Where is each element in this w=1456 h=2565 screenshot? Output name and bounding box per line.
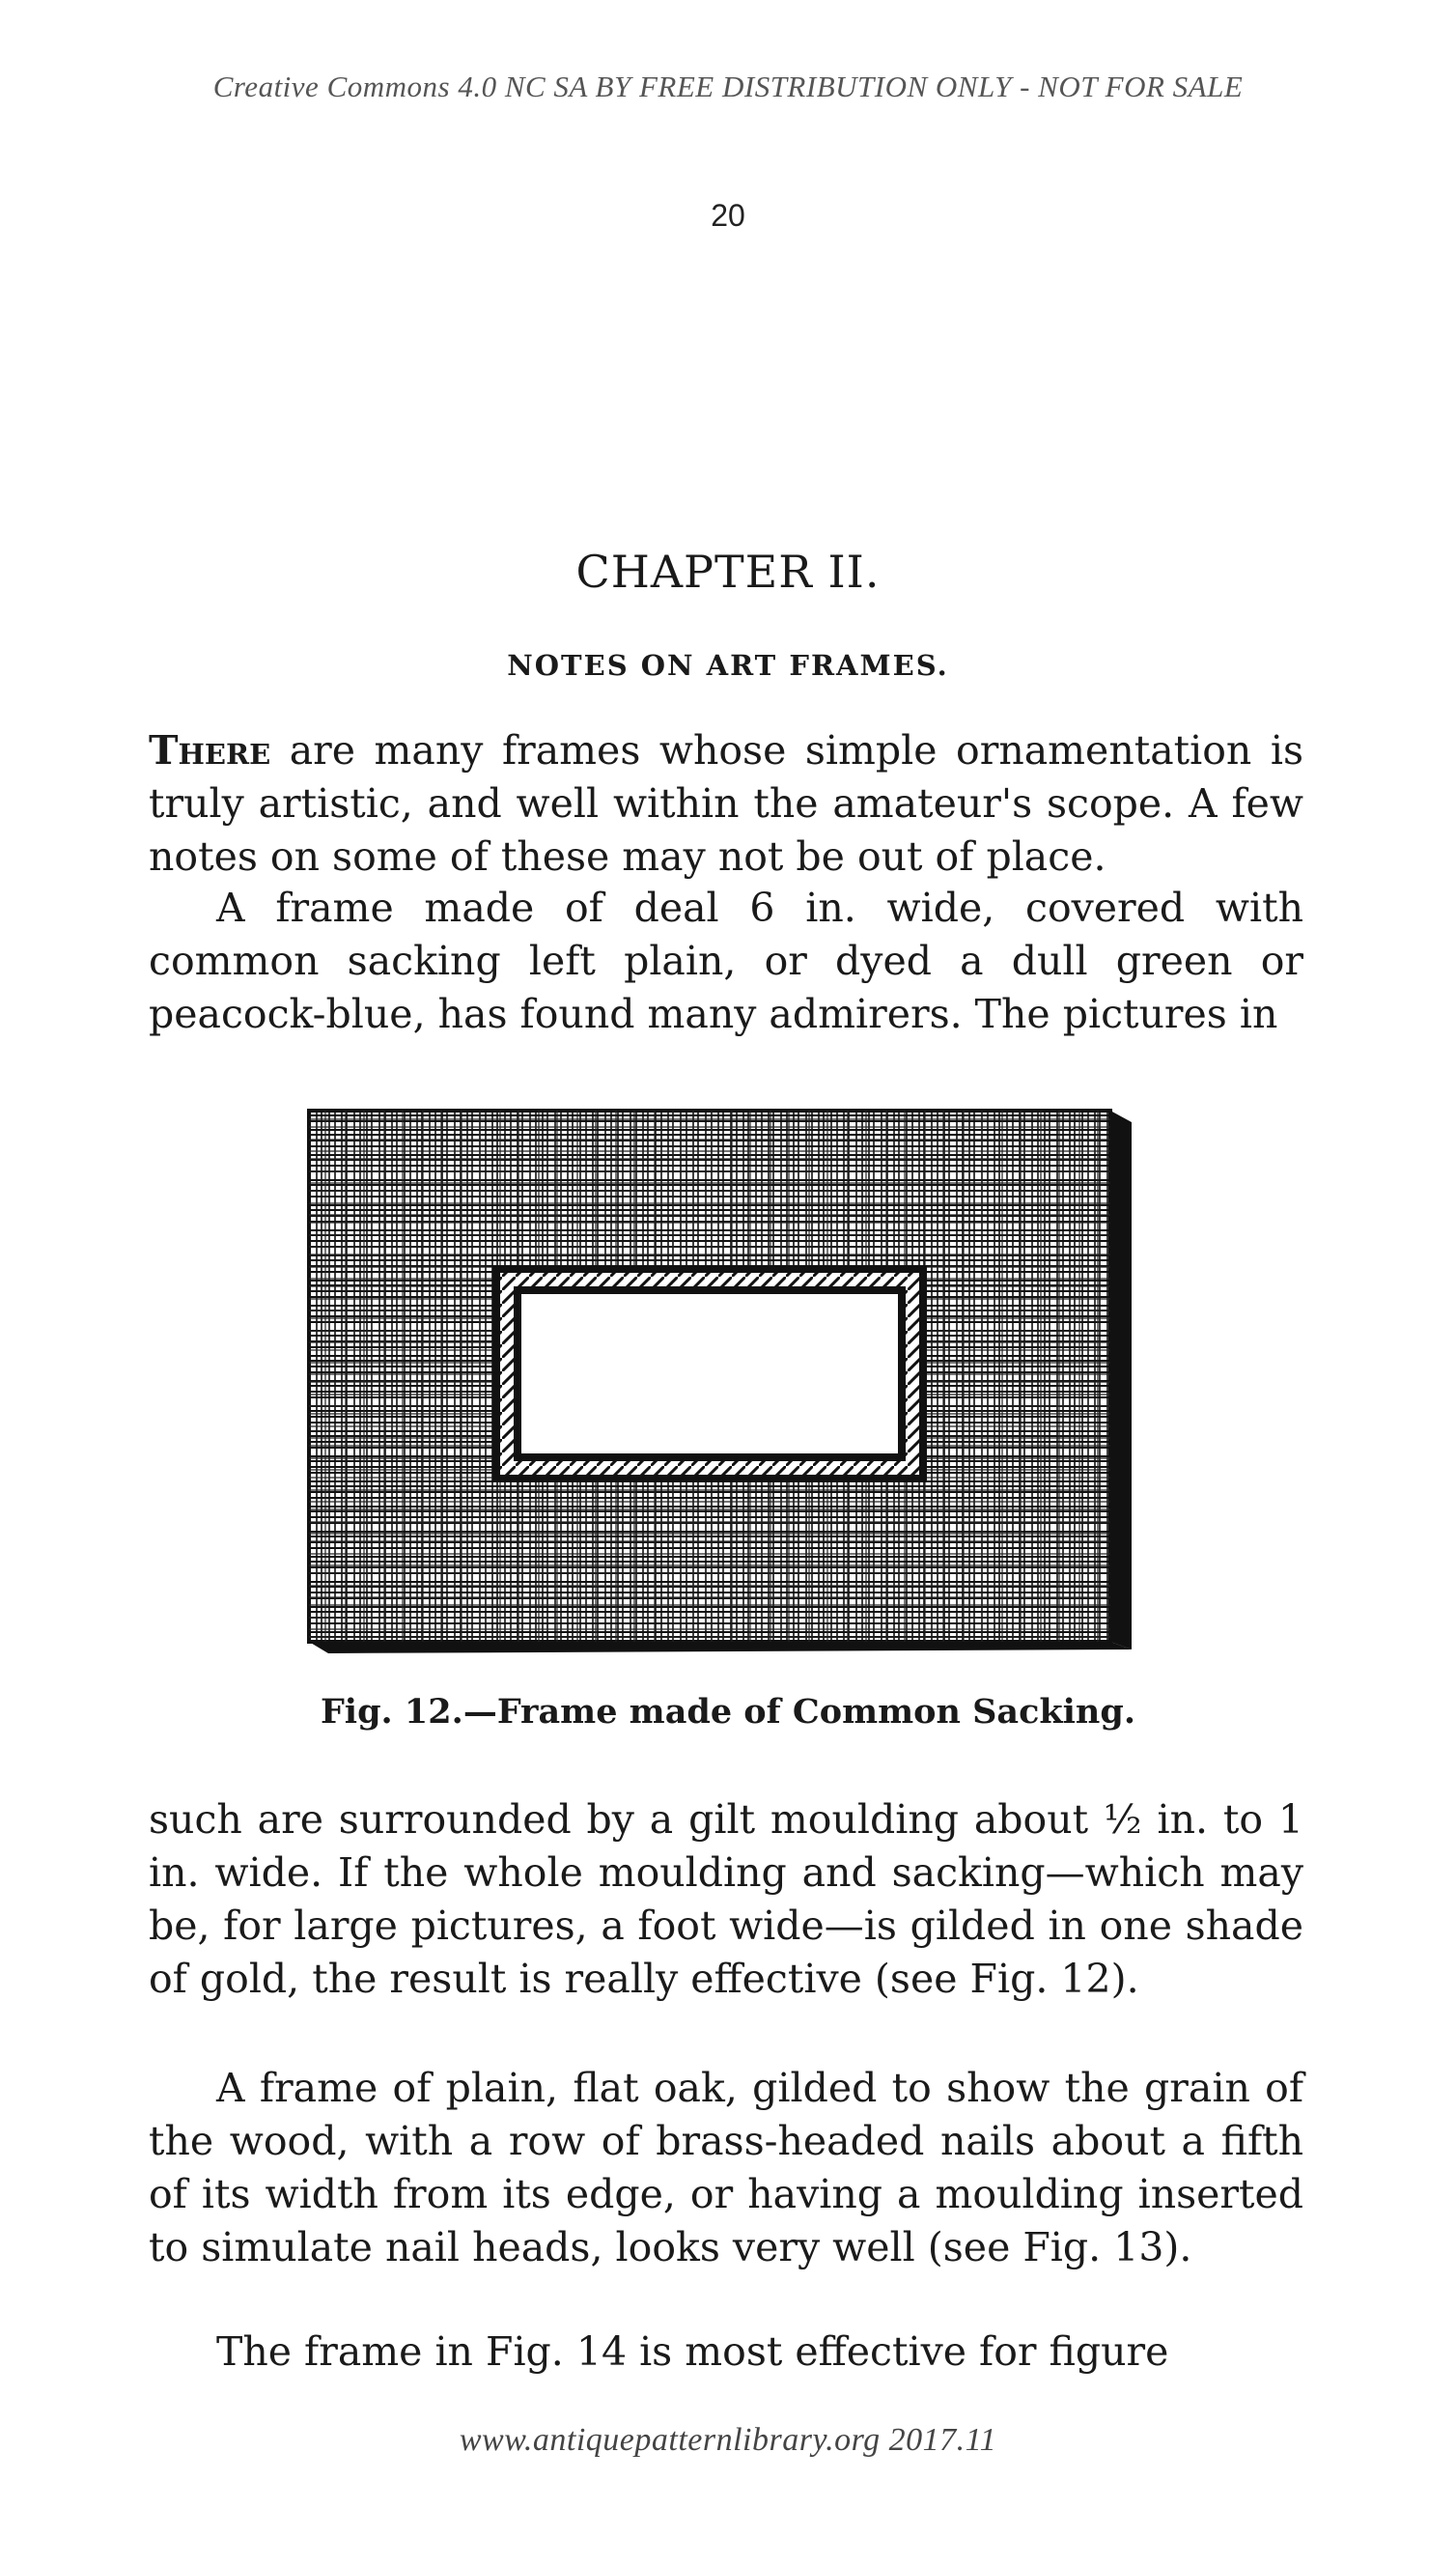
paragraph-moulding: such are surrounded by a gilt moulding about ½ in. to 1 in. wide. If the whole moulding and sacking—which may be, for large pictures, a foot wide—is gilded in one shade of gold, the result is really effective (see Fig. 12). (149, 1796, 1303, 2002)
license-notice: Creative Commons 4.0 NC SA BY FREE DISTRIBUTION ONLY - NOT FOR SALE (212, 70, 1244, 103)
paragraph-deal-frame: A frame made of deal 6 in. wide, covered with common sacking left plain, or dyed a dull green or peacock-blue, has found many admirers. The pictures in (149, 885, 1303, 1037)
page-number: 20 (711, 198, 745, 233)
paragraph-fig14: The frame in Fig. 14 is most effective for figure (216, 2328, 1169, 2375)
frame-side-edge (1110, 1111, 1132, 1649)
paragraph-intro (149, 724, 1303, 884)
footer-credit: www.antiquepatternlibrary.org 2017.11 (459, 2422, 997, 2458)
figure-sacking-frame (299, 1101, 1149, 1656)
picture-opening (521, 1294, 898, 1453)
drop-lead-word: There (149, 727, 271, 774)
chapter-subtitle: NOTES ON ART FRAMES. (507, 649, 949, 682)
paragraph-oak-frame: A frame of plain, flat oak, gilded to show the grain of the wood, with a row of brass-headed nails about a fifth of its width from its edge, or having a moulding inserted to simulate nail heads, looks very well (see Fig. 13). (149, 2065, 1303, 2270)
paragraph-text: are many frames whose simple ornamentation is truly artistic, and well within the amateur's scope. A few notes on some of these may not be out of place. (149, 727, 1303, 880)
figure-caption: Fig. 12.—Frame made of Common Sacking. (320, 1692, 1136, 1732)
chapter-title: CHAPTER II. (575, 546, 881, 598)
